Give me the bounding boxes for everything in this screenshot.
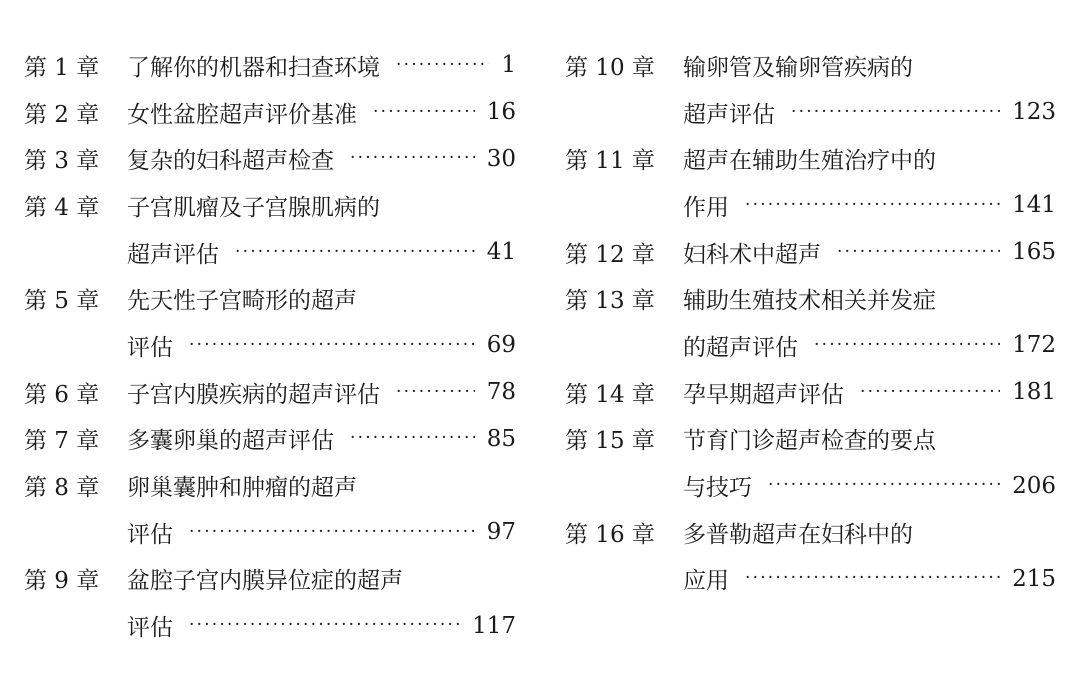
dot-leader xyxy=(860,381,1000,404)
toc-entry[interactable] xyxy=(24,42,516,89)
toc-entry[interactable] xyxy=(565,369,1056,416)
page-number: 215 xyxy=(1012,565,1056,592)
toc-entry-line xyxy=(24,135,516,182)
chapter-title: 超声评估 xyxy=(683,101,775,128)
dot-leader xyxy=(768,474,1000,497)
toc-entry-line xyxy=(24,556,516,603)
toc-entry-line xyxy=(565,182,1056,229)
dot-leader xyxy=(814,334,1000,357)
page-number: 206 xyxy=(1012,472,1056,499)
dot-leader xyxy=(189,334,475,357)
dot-leader xyxy=(396,54,489,77)
toc-left-column xyxy=(24,42,516,649)
toc-entry-line xyxy=(565,462,1056,509)
page-number: 1 xyxy=(501,52,516,79)
toc-entry-line xyxy=(565,275,1056,322)
chapter-number: 第 2 章 xyxy=(24,101,100,128)
toc-entry-line xyxy=(24,42,516,89)
toc-entry[interactable] xyxy=(565,275,1056,368)
page-number: 78 xyxy=(486,379,516,406)
toc-entry-line xyxy=(565,322,1056,369)
dot-leader xyxy=(350,427,475,450)
dot-leader xyxy=(373,101,475,124)
dot-leader xyxy=(837,241,1000,264)
toc-entry[interactable] xyxy=(24,182,516,275)
chapter-number: 第 1 章 xyxy=(24,54,100,81)
toc-entry-line xyxy=(24,89,516,136)
page-number: 117 xyxy=(472,612,516,639)
dot-leader xyxy=(350,147,475,170)
chapter-number: 第 11 章 xyxy=(565,148,655,175)
chapter-title: 卵巢囊肿和肿瘤的超声 xyxy=(127,475,357,502)
page-number: 16 xyxy=(486,99,516,126)
chapter-number: 第 15 章 xyxy=(565,428,655,455)
toc-entry[interactable] xyxy=(565,42,1056,135)
toc-entry-line xyxy=(565,229,1056,276)
toc-entry[interactable] xyxy=(565,229,1056,276)
chapter-title: 盆腔子宫内膜异位症的超声 xyxy=(127,568,403,595)
page-number: 69 xyxy=(486,332,516,359)
chapter-title: 超声在辅助生殖治疗中的 xyxy=(683,148,936,175)
chapter-title: 评估 xyxy=(127,334,173,361)
toc-entry-line xyxy=(24,416,516,463)
toc-entry[interactable] xyxy=(24,462,516,555)
toc-entry[interactable] xyxy=(24,89,516,136)
toc-entry-line xyxy=(565,369,1056,416)
toc-entry-line xyxy=(24,322,516,369)
toc-entry[interactable] xyxy=(565,509,1056,602)
chapter-title: 先天性子宫畸形的超声 xyxy=(127,288,357,315)
chapter-title: 的超声评估 xyxy=(683,334,798,361)
chapter-title: 应用 xyxy=(683,568,729,595)
toc-entry-line xyxy=(24,229,516,276)
toc-entry-line xyxy=(565,556,1056,603)
toc-entry[interactable] xyxy=(24,416,516,463)
page-number: 172 xyxy=(1012,332,1056,359)
toc-entry-line xyxy=(565,89,1056,136)
toc-right-column xyxy=(565,42,1056,602)
chapter-title: 孕早期超声评估 xyxy=(683,381,844,408)
page-number: 123 xyxy=(1012,99,1056,126)
chapter-title: 辅助生殖技术相关并发症 xyxy=(683,288,936,315)
chapter-title: 多普勒超声在妇科中的 xyxy=(683,521,913,548)
toc-entry-line xyxy=(24,509,516,556)
toc-entry[interactable] xyxy=(565,416,1056,509)
chapter-number: 第 9 章 xyxy=(24,568,100,595)
toc-entry-line xyxy=(565,135,1056,182)
page-number: 30 xyxy=(486,145,516,172)
dot-leader xyxy=(791,101,1000,124)
chapter-number: 第 4 章 xyxy=(24,194,100,221)
toc-entry[interactable] xyxy=(24,275,516,368)
chapter-title: 多囊卵巢的超声评估 xyxy=(127,428,334,455)
chapter-number: 第 7 章 xyxy=(24,428,100,455)
chapter-title: 超声评估 xyxy=(127,241,219,268)
page-number: 41 xyxy=(486,239,516,266)
dot-leader xyxy=(745,194,1000,217)
toc-entry-line xyxy=(24,275,516,322)
toc-entry-line xyxy=(24,369,516,416)
toc-entry-line xyxy=(24,602,516,649)
chapter-number: 第 6 章 xyxy=(24,381,100,408)
chapter-number: 第 8 章 xyxy=(24,475,100,502)
chapter-title: 了解你的机器和扫查环境 xyxy=(127,54,380,81)
toc-entry-line xyxy=(565,509,1056,556)
chapter-title: 子宫肌瘤及子宫腺肌病的 xyxy=(127,194,380,221)
chapter-title: 子宫内膜疾病的超声评估 xyxy=(127,381,380,408)
toc-entry[interactable] xyxy=(24,369,516,416)
chapter-title: 女性盆腔超声评价基准 xyxy=(127,101,357,128)
chapter-number: 第 10 章 xyxy=(565,54,655,81)
chapter-title: 与技巧 xyxy=(683,475,752,502)
chapter-number: 第 3 章 xyxy=(24,148,100,175)
dot-leader xyxy=(235,241,475,264)
dot-leader xyxy=(745,567,1000,590)
page-number: 181 xyxy=(1012,379,1056,406)
toc-entry-line xyxy=(24,462,516,509)
toc-entry-line xyxy=(24,182,516,229)
chapter-title: 妇科术中超声 xyxy=(683,241,821,268)
chapter-title: 评估 xyxy=(127,521,173,548)
chapter-number: 第 16 章 xyxy=(565,521,655,548)
chapter-title: 输卵管及输卵管疾病的 xyxy=(683,54,913,81)
chapter-title: 作用 xyxy=(683,194,729,221)
chapter-title: 节育门诊超声检查的要点 xyxy=(683,428,936,455)
page-number: 141 xyxy=(1012,192,1056,219)
toc-entry[interactable] xyxy=(24,135,516,182)
chapter-title: 复杂的妇科超声检查 xyxy=(127,148,334,175)
chapter-title: 评估 xyxy=(127,615,173,642)
dot-leader xyxy=(396,381,475,404)
chapter-number: 第 12 章 xyxy=(565,241,655,268)
page-number: 97 xyxy=(486,519,516,546)
chapter-number: 第 14 章 xyxy=(565,381,655,408)
toc-entry-line xyxy=(565,416,1056,463)
chapter-number: 第 13 章 xyxy=(565,288,655,315)
page-number: 165 xyxy=(1012,239,1056,266)
dot-leader xyxy=(189,521,475,544)
toc-entry[interactable] xyxy=(24,556,516,649)
dot-leader xyxy=(189,614,460,637)
page-number: 85 xyxy=(486,425,516,452)
toc-entry-line xyxy=(565,42,1056,89)
toc-entry[interactable] xyxy=(565,135,1056,228)
chapter-number: 第 5 章 xyxy=(24,288,100,315)
table-of-contents xyxy=(0,42,1080,662)
